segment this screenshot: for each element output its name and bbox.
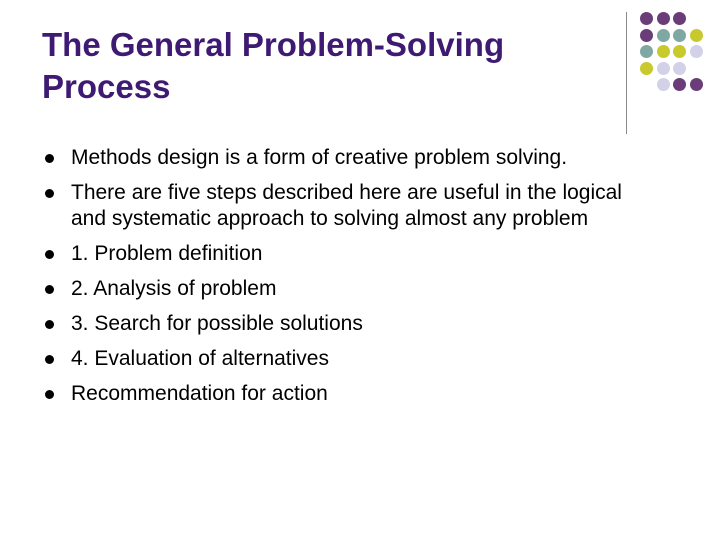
bullet-text: 2. Analysis of problem xyxy=(71,277,277,300)
bullet-item xyxy=(44,346,644,372)
title-line-1: The General Problem-Solving xyxy=(42,26,505,63)
bullet-item xyxy=(44,381,644,407)
bullet-icon xyxy=(45,250,54,259)
bullet-icon xyxy=(45,355,54,364)
decorative-dot xyxy=(657,78,670,91)
decorative-dot xyxy=(657,12,670,25)
bullet-item xyxy=(44,276,644,302)
bullet-item xyxy=(44,311,644,337)
bullet-text: Methods design is a form of creative problem solving. xyxy=(71,146,568,169)
bullet-item xyxy=(44,145,644,171)
decorative-dot xyxy=(690,78,703,91)
decorative-dot xyxy=(657,62,670,75)
bullet-text: 4. Evaluation of alternatives xyxy=(71,347,329,370)
decorative-dot xyxy=(640,62,653,75)
bullet-text: 3. Search for possible solutions xyxy=(71,312,363,335)
decorative-dot-grid xyxy=(0,0,720,140)
decorative-dot xyxy=(690,29,703,42)
bullet-icon xyxy=(45,285,54,294)
bullet-icon xyxy=(45,320,54,329)
title-line-2: Process xyxy=(42,68,171,105)
decorative-dot xyxy=(673,45,686,58)
decorative-dot xyxy=(673,29,686,42)
decorative-dot xyxy=(640,45,653,58)
decorative-dot xyxy=(673,62,686,75)
bullet-item xyxy=(44,180,644,232)
decorative-dot xyxy=(690,45,703,58)
decorative-dot xyxy=(640,29,653,42)
bullet-item xyxy=(44,241,644,267)
decorative-dot xyxy=(673,12,686,25)
bullet-icon xyxy=(45,189,54,198)
bullet-text: There are five steps described here are useful in the logical and systematic approach to solving almost any problem xyxy=(71,181,622,230)
bullet-icon xyxy=(45,390,54,399)
bullet-icon xyxy=(45,154,54,163)
decorative-dot xyxy=(657,29,670,42)
bullet-text: 1. Problem definition xyxy=(71,242,263,265)
decorative-dot xyxy=(640,12,653,25)
bullet-text: Recommendation for action xyxy=(71,382,328,405)
bullet-list xyxy=(44,145,644,416)
decorative-dot xyxy=(657,45,670,58)
decorative-dot xyxy=(673,78,686,91)
